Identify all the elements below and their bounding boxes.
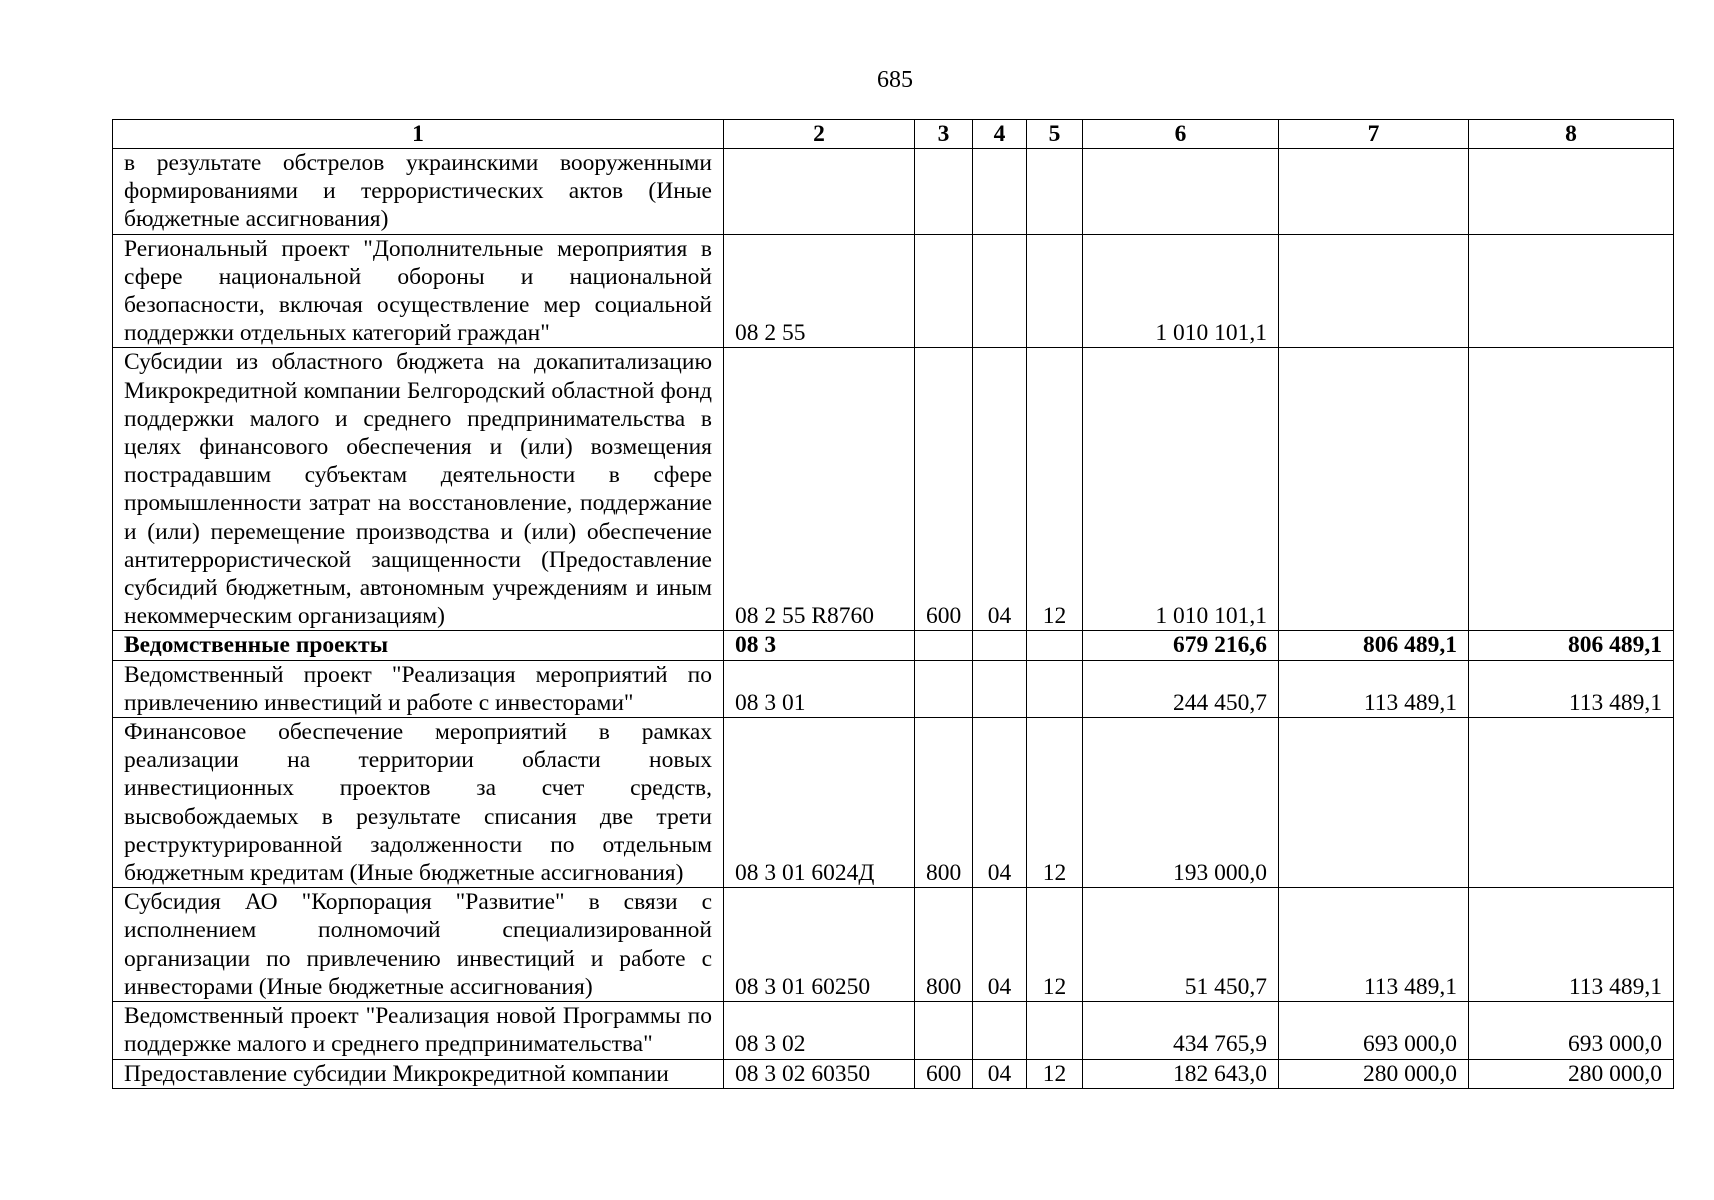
table-row	[113, 631, 1674, 660]
row-col4: 04	[973, 888, 1027, 1002]
column-header-5: 5	[1027, 120, 1083, 149]
row-col4: 04	[973, 718, 1027, 888]
row-col4	[973, 660, 1027, 717]
row-col3	[915, 631, 973, 660]
row-col4: 04	[973, 1059, 1027, 1088]
row-value-8: 113 489,1	[1469, 888, 1674, 1002]
row-col3	[915, 1002, 973, 1059]
column-header-6: 6	[1083, 120, 1279, 149]
row-value-8	[1469, 149, 1674, 235]
row-col5: 12	[1027, 1059, 1083, 1088]
row-code: 08 2 55	[724, 234, 915, 348]
table-row	[113, 660, 1674, 717]
row-code: 08 3	[724, 631, 915, 660]
row-col4: 04	[973, 348, 1027, 631]
row-col3	[915, 660, 973, 717]
row-value-7: 693 000,0	[1279, 1002, 1469, 1059]
row-value-8: 806 489,1	[1469, 631, 1674, 660]
row-col5	[1027, 631, 1083, 660]
row-value-6: 193 000,0	[1083, 718, 1279, 888]
row-description: Региональный проект "Дополнительные мероприятия в сфере национальной обороны и национальной безопасности, включая осуществление мер социальной поддержки отдельных категорий граждан"	[113, 234, 724, 348]
row-description: Предоставление субсидии Микрокредитной компании	[113, 1059, 724, 1088]
page-number: 685	[877, 67, 913, 93]
column-header-8: 8	[1469, 120, 1674, 149]
row-value-8	[1469, 718, 1674, 888]
row-col5: 12	[1027, 348, 1083, 631]
row-col3	[915, 149, 973, 235]
row-value-7: 113 489,1	[1279, 660, 1469, 717]
row-description: в результате обстрелов украинскими вооруженными формированиями и террористических актов (Иные бюджетные ассигнования)	[113, 149, 724, 235]
table-row	[113, 888, 1674, 1002]
row-description: Субсидия АО "Корпорация "Развитие" в связи с исполнением полномочий специализированной организации по привлечению инвестиций и работе с инвесторами (Иные бюджетные ассигнования)	[113, 888, 724, 1002]
budget-table	[112, 119, 1674, 1089]
row-value-6: 1 010 101,1	[1083, 234, 1279, 348]
row-col5	[1027, 234, 1083, 348]
table-row	[113, 149, 1674, 235]
row-col4	[973, 631, 1027, 660]
row-value-7	[1279, 718, 1469, 888]
table-row	[113, 348, 1674, 631]
row-description: Ведомственные проекты	[113, 631, 724, 660]
row-value-8: 113 489,1	[1469, 660, 1674, 717]
row-description: Финансовое обеспечение мероприятий в рамках реализации на территории области новых инвестиционных проектов за счет средств, высвобождаемых в результате списания две трети реструктурированной задолженности по отдельным бюджетным кредитам (Иные бюджетные ассигнования)	[113, 718, 724, 888]
row-value-7: 806 489,1	[1279, 631, 1469, 660]
column-header-3: 3	[915, 120, 973, 149]
row-code: 08 3 02 60350	[724, 1059, 915, 1088]
row-value-6: 244 450,7	[1083, 660, 1279, 717]
table-row	[113, 234, 1674, 348]
row-code: 08 3 01	[724, 660, 915, 717]
row-value-8	[1469, 234, 1674, 348]
row-value-6	[1083, 149, 1279, 235]
row-value-7: 280 000,0	[1279, 1059, 1469, 1088]
table-row	[113, 1002, 1674, 1059]
row-description: Ведомственный проект "Реализация мероприятий по привлечению инвестиций и работе с инвесторами"	[113, 660, 724, 717]
row-col5: 12	[1027, 718, 1083, 888]
row-col4	[973, 1002, 1027, 1059]
row-col5	[1027, 1002, 1083, 1059]
row-value-8: 693 000,0	[1469, 1002, 1674, 1059]
row-value-6: 679 216,6	[1083, 631, 1279, 660]
row-code: 08 3 01 6024Д	[724, 718, 915, 888]
column-header-4: 4	[973, 120, 1027, 149]
row-col4	[973, 149, 1027, 235]
table-header-row	[113, 120, 1674, 149]
row-value-6: 1 010 101,1	[1083, 348, 1279, 631]
table-row	[113, 718, 1674, 888]
row-col4	[973, 234, 1027, 348]
row-value-6: 51 450,7	[1083, 888, 1279, 1002]
column-header-2: 2	[724, 120, 915, 149]
row-value-8: 280 000,0	[1469, 1059, 1674, 1088]
row-col5	[1027, 660, 1083, 717]
row-value-6: 182 643,0	[1083, 1059, 1279, 1088]
row-value-8	[1469, 348, 1674, 631]
row-code: 08 3 02	[724, 1002, 915, 1059]
row-col3: 800	[915, 718, 973, 888]
table-row	[113, 1059, 1674, 1088]
column-header-7: 7	[1279, 120, 1469, 149]
row-value-7: 113 489,1	[1279, 888, 1469, 1002]
row-value-7	[1279, 348, 1469, 631]
row-code: 08 2 55 R8760	[724, 348, 915, 631]
row-value-6: 434 765,9	[1083, 1002, 1279, 1059]
row-col3	[915, 234, 973, 348]
row-value-7	[1279, 234, 1469, 348]
row-description: Ведомственный проект "Реализация новой Программы по поддержке малого и среднего предпринимательства"	[113, 1002, 724, 1059]
row-description: Субсидии из областного бюджета на докапитализацию Микрокредитной компании Белгородский областной фонд поддержки малого и среднего предпринимательства в целях финансового обеспечения и (или) возмещения пострадавшим субъектам деятельности в сфере промышленности затрат на восстановление, поддержание и (или) перемещение производства и (или) обеспечение антитеррористической защищенности (Предоставление субсидий бюджетным, автономным учреждениям и иным некоммерческим организациям)	[113, 348, 724, 631]
row-col5	[1027, 149, 1083, 235]
row-code: 08 3 01 60250	[724, 888, 915, 1002]
row-col3: 800	[915, 888, 973, 1002]
row-col3: 600	[915, 348, 973, 631]
row-code	[724, 149, 915, 235]
row-col5: 12	[1027, 888, 1083, 1002]
row-value-7	[1279, 149, 1469, 235]
row-col3: 600	[915, 1059, 973, 1088]
column-header-1: 1	[113, 120, 724, 149]
